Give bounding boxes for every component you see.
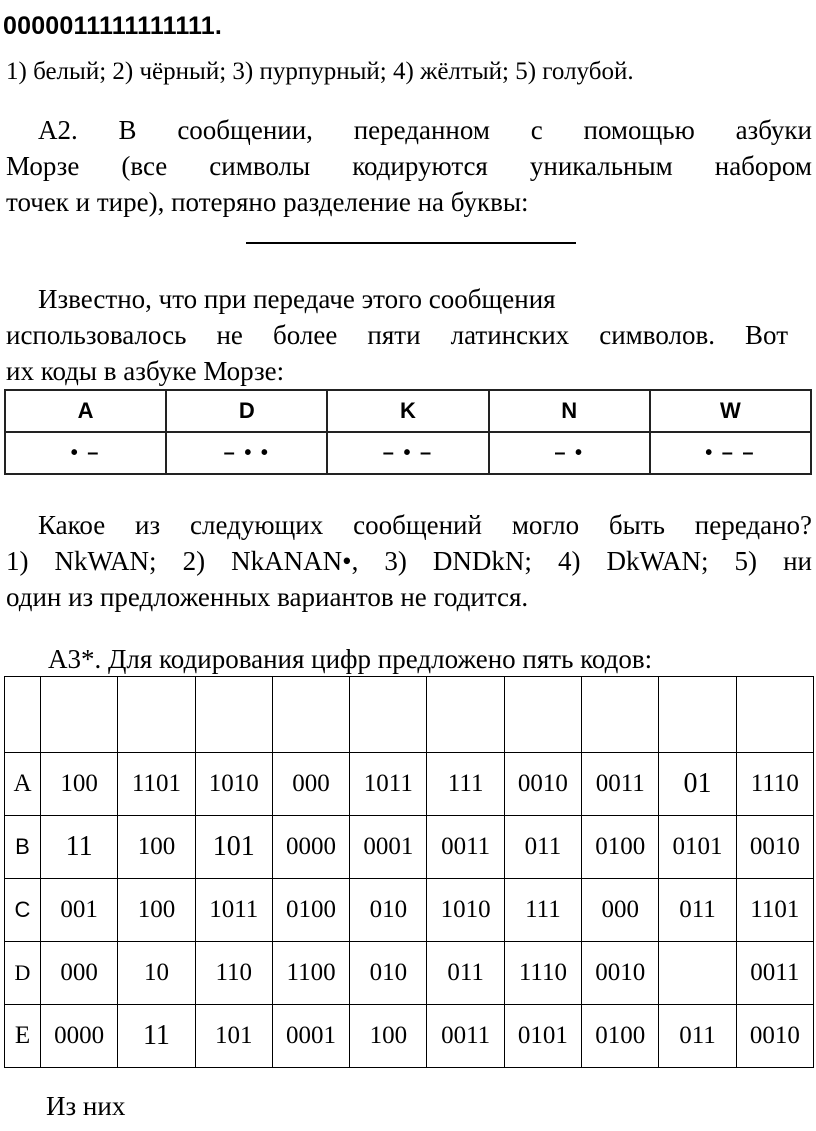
- q2-known-line-2: использовалось не более пяти латинских символов. Вот: [6, 320, 788, 350]
- code-cell: 000: [582, 879, 659, 942]
- morse-code: – •: [489, 432, 650, 474]
- header-cell: [350, 677, 427, 753]
- code-cell: 11: [41, 816, 118, 879]
- code-cell: 1110: [736, 753, 813, 816]
- q3-footer: Из них: [46, 1091, 126, 1121]
- row-label: A: [5, 753, 41, 816]
- morse-letters-row: [5, 390, 811, 432]
- code-cell: 0010: [736, 816, 813, 879]
- q2-known-paragraph: [6, 281, 788, 389]
- header-cell: [272, 677, 349, 753]
- code-cell: 0010: [736, 1005, 813, 1068]
- code-cell: 100: [118, 816, 195, 879]
- morse-code: • – –: [650, 432, 811, 474]
- row-label: С: [5, 879, 41, 942]
- code-cell: 1101: [118, 753, 195, 816]
- code-cell: 010: [350, 942, 427, 1005]
- q2-intro-line-3: точек и тире), потеряно разделение на буквы:: [6, 187, 529, 217]
- header-cell: [427, 677, 504, 753]
- morse-code-table: [4, 389, 812, 475]
- code-cell: 0100: [582, 1005, 659, 1068]
- morse-code: – • –: [327, 432, 488, 474]
- code-cell: 1011: [350, 753, 427, 816]
- code-cell: 1110: [504, 942, 581, 1005]
- q2-question-line-2: 1) NkWAN; 2) NkANAN•, 3) DNDkN; 4) DkWAN; 5) ни: [6, 546, 812, 576]
- code-cell: 100: [41, 753, 118, 816]
- code-row-e: [5, 1005, 814, 1068]
- row-label: E: [5, 1005, 41, 1068]
- code-cell: 011: [659, 879, 736, 942]
- morse-letter: K: [327, 390, 488, 432]
- header-cell: [504, 677, 581, 753]
- code-cell: 1101: [736, 879, 813, 942]
- q2-intro-line-2: Морзе (все символы кодируются уникальным набором: [6, 151, 812, 181]
- code-cell: 0011: [736, 942, 813, 1005]
- morse-letter: N: [489, 390, 650, 432]
- code-cell: 001: [41, 879, 118, 942]
- morse-codes-row: [5, 432, 811, 474]
- code-cell: [659, 942, 736, 1005]
- code-cell: 000: [41, 942, 118, 1005]
- digit-header-row: [5, 677, 814, 753]
- code-cell: 01: [659, 753, 736, 816]
- q2-question-line-1: Какое из следующих сообщений могло быть передано?: [38, 510, 812, 540]
- q2-known-line-3: их коды в азбуке Морзе:: [6, 356, 285, 386]
- code-cell: 011: [504, 816, 581, 879]
- code-row-d: [5, 942, 814, 1005]
- code-cell: 101: [195, 1005, 272, 1068]
- code-row-b: [5, 816, 814, 879]
- previous-answer-code: 0000011111111111.: [3, 12, 223, 40]
- code-cell: 000: [272, 753, 349, 816]
- code-cell: 11: [118, 1005, 195, 1068]
- code-cell: 011: [427, 942, 504, 1005]
- code-cell: 011: [659, 1005, 736, 1068]
- code-cell: 0001: [272, 1005, 349, 1068]
- header-cell: [41, 677, 118, 753]
- code-cell: 1010: [195, 753, 272, 816]
- morse-code: – • •: [166, 432, 327, 474]
- q3-intro: А3*. Для кодирования цифр предложено пять кодов:: [48, 644, 653, 674]
- code-cell: 100: [118, 879, 195, 942]
- q2-known-line-1: Известно, что при передаче этого сообщения: [38, 284, 556, 314]
- row-label: D: [5, 942, 41, 1005]
- header-cell: [659, 677, 736, 753]
- code-cell: 111: [427, 753, 504, 816]
- code-cell: 0011: [427, 816, 504, 879]
- q2-intro-line-1: А2. В сообщении, переданном с помощью азбуки: [38, 115, 812, 145]
- morse-letter: W: [650, 390, 811, 432]
- code-cell: 1100: [272, 942, 349, 1005]
- morse-code: • –: [5, 432, 166, 474]
- code-cell: 110: [195, 942, 272, 1005]
- code-row-a: [5, 753, 814, 816]
- header-cell: [582, 677, 659, 753]
- code-cell: 010: [350, 879, 427, 942]
- lost-message-blank: [246, 242, 576, 244]
- q2-intro-paragraph: [6, 112, 812, 220]
- code-cell: 0101: [504, 1005, 581, 1068]
- code-cell: 0001: [350, 816, 427, 879]
- header-cell: [195, 677, 272, 753]
- code-cell: 0100: [272, 879, 349, 942]
- q1-answer-options: 1) белый; 2) чёрный; 3) пурпурный; 4) жёлтый; 5) голубой.: [6, 58, 634, 85]
- digit-codes-table: [4, 676, 814, 1068]
- code-cell: 0011: [427, 1005, 504, 1068]
- header-cell: [118, 677, 195, 753]
- code-cell: 101: [195, 816, 272, 879]
- code-cell: 0010: [582, 942, 659, 1005]
- code-cell: 0010: [504, 753, 581, 816]
- code-cell: 1011: [195, 879, 272, 942]
- code-cell: 100: [350, 1005, 427, 1068]
- code-cell: 1010: [427, 879, 504, 942]
- code-cell: 0100: [582, 816, 659, 879]
- morse-letter: A: [5, 390, 166, 432]
- code-cell: 0000: [41, 1005, 118, 1068]
- q2-question-paragraph: [6, 507, 812, 615]
- q2-question-line-3: один из предложенных вариантов не годится.: [6, 582, 529, 612]
- code-cell: 10: [118, 942, 195, 1005]
- code-cell: 111: [504, 879, 581, 942]
- row-label: В: [5, 816, 41, 879]
- morse-letter: D: [166, 390, 327, 432]
- header-cell: [5, 677, 41, 753]
- code-cell: 0101: [659, 816, 736, 879]
- header-cell: [736, 677, 813, 753]
- code-row-c: [5, 879, 814, 942]
- code-cell: 0011: [582, 753, 659, 816]
- code-cell: 0000: [272, 816, 349, 879]
